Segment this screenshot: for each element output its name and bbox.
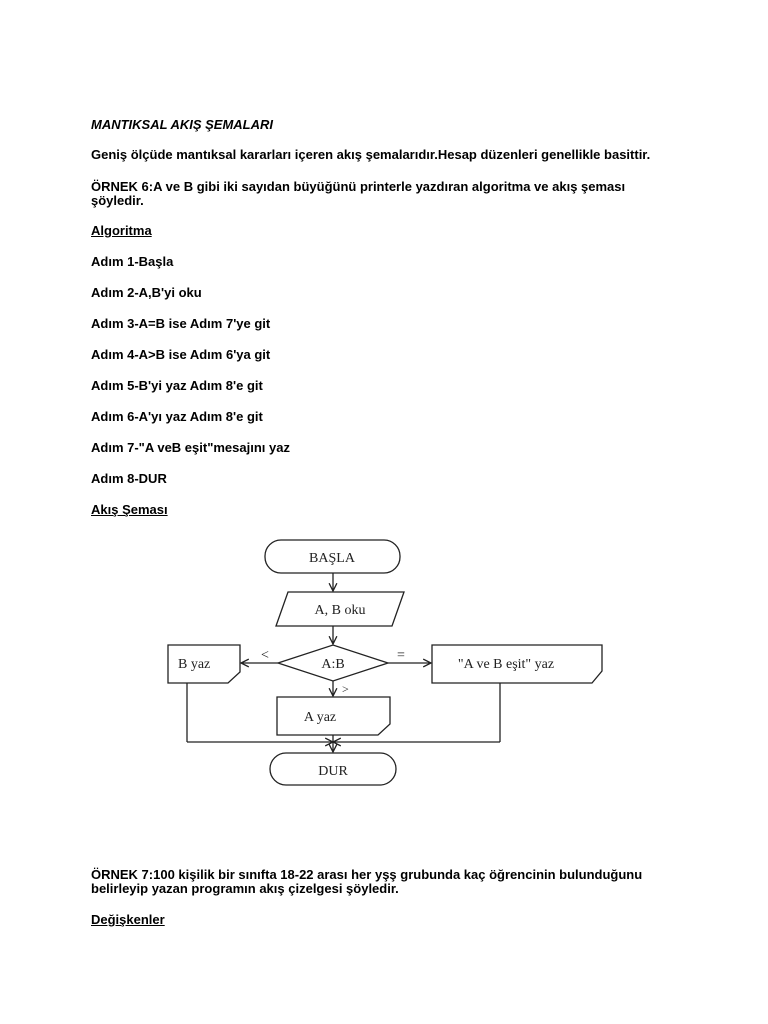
algorithm-step: Adım 6-A'yı yaz Adım 8'e git [91, 409, 263, 424]
algorithm-step: Adım 8-DUR [91, 471, 167, 486]
print-a-label: A yaz [303, 710, 337, 725]
end-label: DUR [318, 764, 348, 779]
algorithm-step: Adım 1-Başla [91, 254, 174, 269]
print-equal-label: "A ve B eşit" yaz [457, 657, 555, 672]
variables-heading: Değişkenler [91, 912, 165, 927]
equal-sign: = [397, 648, 405, 663]
intro-paragraph: Geniş ölçüde mantıksal kararları içeren akış şemalarıdır.Hesap düzenleri genellikle basittir. [91, 147, 651, 162]
algorithm-step: Adım 3-A=B ise Adım 7'ye git [91, 316, 271, 331]
example-7-paragraph: ÖRNEK 7:100 kişilik bir sınıfta 18-22 arası her yşş grubunda kaç öğrencinin bulunduğunu belirleyip yazan programın akış çizelgesi şöyledir. [91, 867, 643, 896]
flowchart-heading: Akış Şeması [91, 502, 168, 517]
algorithm-step: Adım 4-A>B ise Adım 6'ya git [91, 347, 271, 362]
algorithm-step: Adım 5-B'yi yaz Adım 8'e git [91, 378, 263, 393]
decision-label: A:B [321, 657, 345, 672]
flowchart-diagram [160, 535, 610, 795]
algorithm-step: Adım 7-"A veB eşit"mesajını yaz [91, 440, 290, 455]
less-than-sign: < [261, 648, 269, 663]
start-label: BAŞLA [309, 551, 355, 566]
example-6-paragraph: ÖRNEK 6:A ve B gibi iki sayıdan büyüğünü printerle yazdıran algoritma ve akış şeması şöyledir. [91, 179, 626, 208]
read-label: A, B oku [314, 603, 366, 618]
algorithm-heading: Algoritma [91, 223, 152, 238]
page-title: MANTIKSAL AKIŞ ŞEMALARI [91, 117, 273, 132]
greater-than-sign: > [342, 682, 349, 696]
algorithm-step: Adım 2-A,B'yi oku [91, 285, 202, 300]
print-b-label: B yaz [178, 657, 211, 672]
